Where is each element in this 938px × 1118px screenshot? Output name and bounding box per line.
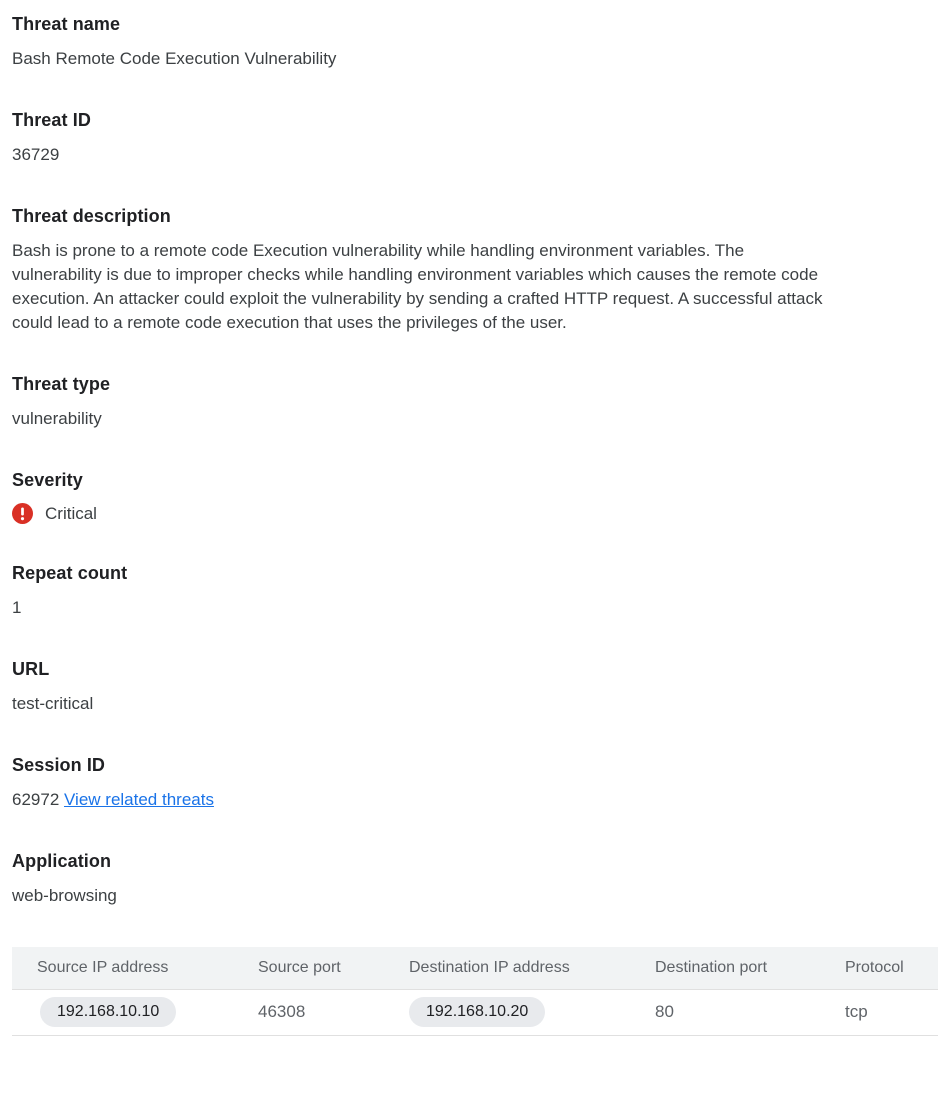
application-value: web-browsing xyxy=(12,886,117,905)
table-header-row xyxy=(12,947,938,989)
table-row xyxy=(12,989,938,1035)
repeat-count-value: 1 xyxy=(12,598,22,617)
threat-description-value: Bash is prone to a remote code Execution vulnerability while handling environment variables. The vulnerability is due to improper checks while handling environment variables which causes the remote code execution. An attacker could exploit the vulnerability by sending a crafted HTTP request. A successful attack could lead to a remote code execution that uses the privileges of the user. xyxy=(12,241,823,332)
header-source-ip: Source IP address xyxy=(12,947,246,989)
threat-description-label: Threat description xyxy=(12,206,171,226)
destination-ip-chip[interactable]: 192.168.10.20 xyxy=(409,997,545,1027)
threat-name-value: Bash Remote Code Execution Vulnerability xyxy=(12,49,337,68)
field-severity xyxy=(12,469,938,524)
header-source-port: Source port xyxy=(246,947,397,989)
field-session-id xyxy=(12,754,938,812)
severity-label: Severity xyxy=(12,470,83,490)
field-threat-name xyxy=(12,13,938,71)
threat-type-value: vulnerability xyxy=(12,409,102,428)
header-protocol: Protocol xyxy=(833,947,938,989)
field-threat-description xyxy=(12,205,938,335)
severity-value: Critical xyxy=(45,503,97,523)
severity-value-row xyxy=(12,503,938,524)
repeat-count-label: Repeat count xyxy=(12,563,128,583)
source-port-cell: 46308 xyxy=(246,989,397,1035)
session-details-table xyxy=(12,947,938,1036)
threat-id-value: 36729 xyxy=(12,145,60,164)
protocol-cell: tcp xyxy=(833,989,938,1035)
field-url xyxy=(12,658,938,716)
threat-id-label: Threat ID xyxy=(12,110,91,130)
url-label: URL xyxy=(12,659,50,679)
threat-type-label: Threat type xyxy=(12,374,111,394)
session-id-value: 62972 xyxy=(12,790,60,809)
source-ip-chip[interactable]: 192.168.10.10 xyxy=(40,997,176,1027)
url-value: test-critical xyxy=(12,694,94,713)
source-ip-cell xyxy=(12,989,246,1035)
field-threat-type xyxy=(12,373,938,431)
threat-name-label: Threat name xyxy=(12,14,121,34)
application-label: Application xyxy=(12,851,112,871)
session-id-value-row xyxy=(12,788,838,812)
destination-ip-cell xyxy=(397,989,643,1035)
header-destination-ip: Destination IP address xyxy=(397,947,643,989)
field-application xyxy=(12,850,938,908)
session-id-label: Session ID xyxy=(12,755,106,775)
field-repeat-count xyxy=(12,562,938,620)
destination-port-cell: 80 xyxy=(643,989,833,1035)
critical-error-icon xyxy=(12,503,33,524)
header-destination-port: Destination port xyxy=(643,947,833,989)
field-threat-id xyxy=(12,109,938,167)
view-related-threats-link[interactable]: View related threats xyxy=(64,790,214,809)
